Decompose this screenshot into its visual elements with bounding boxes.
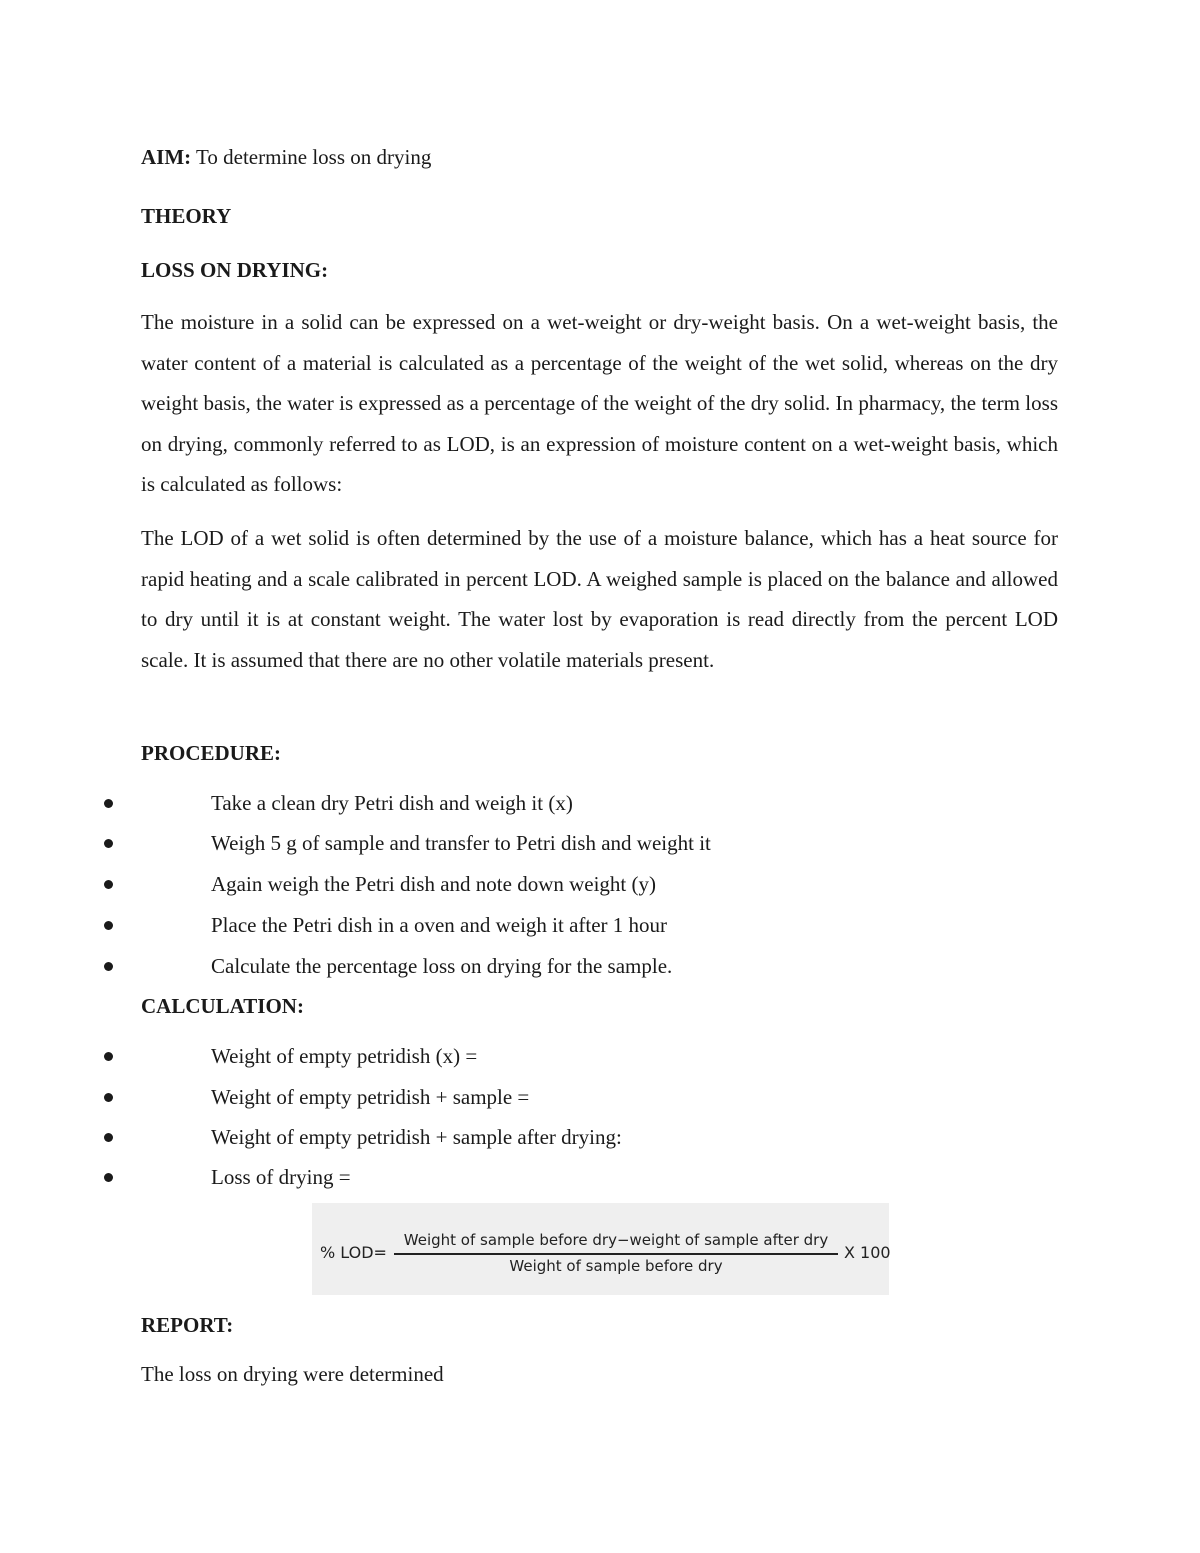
list-item-text: Place the Petri dish in a oven and weigh it after 1 hour: [211, 913, 668, 937]
list-item: [0, 951, 1200, 981]
fraction-bar: [394, 1253, 838, 1255]
list-item-text: Calculate the percentage loss on drying for the sample.: [211, 954, 673, 978]
bullet-icon: [104, 1093, 113, 1102]
list-item: [0, 1041, 1200, 1071]
formula-multiplier: X 100: [844, 1243, 891, 1262]
list-item-text: Again weigh the Petri dish and note down weight (y): [211, 872, 656, 896]
paragraph-moisture-basis: The moisture in a solid can be expressed on a wet-weight or dry-weight basis. On a wet-weight basis, the water content of a material is calculated as a percentage of the weight of the wet solid, whereas on the dry weight basis, the water is expressed as a percentage of the weight of the dry solid. In pharmacy, the term loss on drying, commonly referred to as LOD, is an expression of moisture content on a wet-weight basis, which is calculated as follows:: [141, 310, 1058, 496]
bullet-icon: [104, 962, 113, 971]
list-item-text: Weight of empty petridish + sample after drying:: [211, 1125, 622, 1149]
report-text: The loss on drying were determined: [141, 1362, 444, 1386]
aim-label: AIM:: [141, 145, 192, 169]
list-item-text: Weigh 5 g of sample and transfer to Petri dish and weight it: [211, 831, 711, 855]
lod-formula: [312, 1203, 889, 1295]
list-item-text: Weight of empty petridish (x) =: [211, 1044, 478, 1068]
list-item: [0, 1162, 1200, 1192]
bullet-icon: [104, 1173, 113, 1182]
bullet-icon: [104, 880, 113, 889]
list-item: [0, 828, 1200, 858]
report-heading: REPORT:: [141, 1313, 234, 1337]
formula-numerator: Weight of sample before dry−weight of sample after dry: [403, 1231, 829, 1249]
list-item-text: Loss of drying =: [211, 1165, 351, 1189]
list-item-text: Take a clean dry Petri dish and weigh it (x): [211, 791, 573, 815]
list-item: [0, 788, 1200, 818]
bullet-icon: [104, 1052, 113, 1061]
list-item: [0, 1082, 1200, 1112]
bullet-icon: [104, 839, 113, 848]
list-item: [0, 1122, 1200, 1152]
procedure-heading: PROCEDURE:: [141, 741, 281, 765]
bullet-icon: [104, 1133, 113, 1142]
aim-line: [141, 145, 431, 169]
lod-heading: LOSS ON DRYING:: [141, 258, 329, 282]
formula-denominator: Weight of sample before dry: [509, 1257, 723, 1275]
paragraph-moisture-balance: The LOD of a wet solid is often determined by the use of a moisture balance, which has a heat source for rapid heating and a scale calibrated in percent LOD. A weighed sample is placed on the balance and allowed to dry until it is at constant weight. The water lost by evaporation is read directly from the percent LOD scale. It is assumed that there are no other volatile materials present.: [141, 526, 1058, 672]
list-item: [0, 910, 1200, 940]
bullet-icon: [104, 921, 113, 930]
aim-text: To determine loss on drying: [191, 145, 432, 169]
theory-heading: THEORY: [141, 204, 232, 228]
calculation-heading: CALCULATION:: [141, 994, 304, 1018]
bullet-icon: [104, 799, 113, 808]
formula-lhs: % LOD=: [320, 1243, 387, 1262]
list-item-text: Weight of empty petridish + sample =: [211, 1085, 530, 1109]
list-item: [0, 869, 1200, 899]
